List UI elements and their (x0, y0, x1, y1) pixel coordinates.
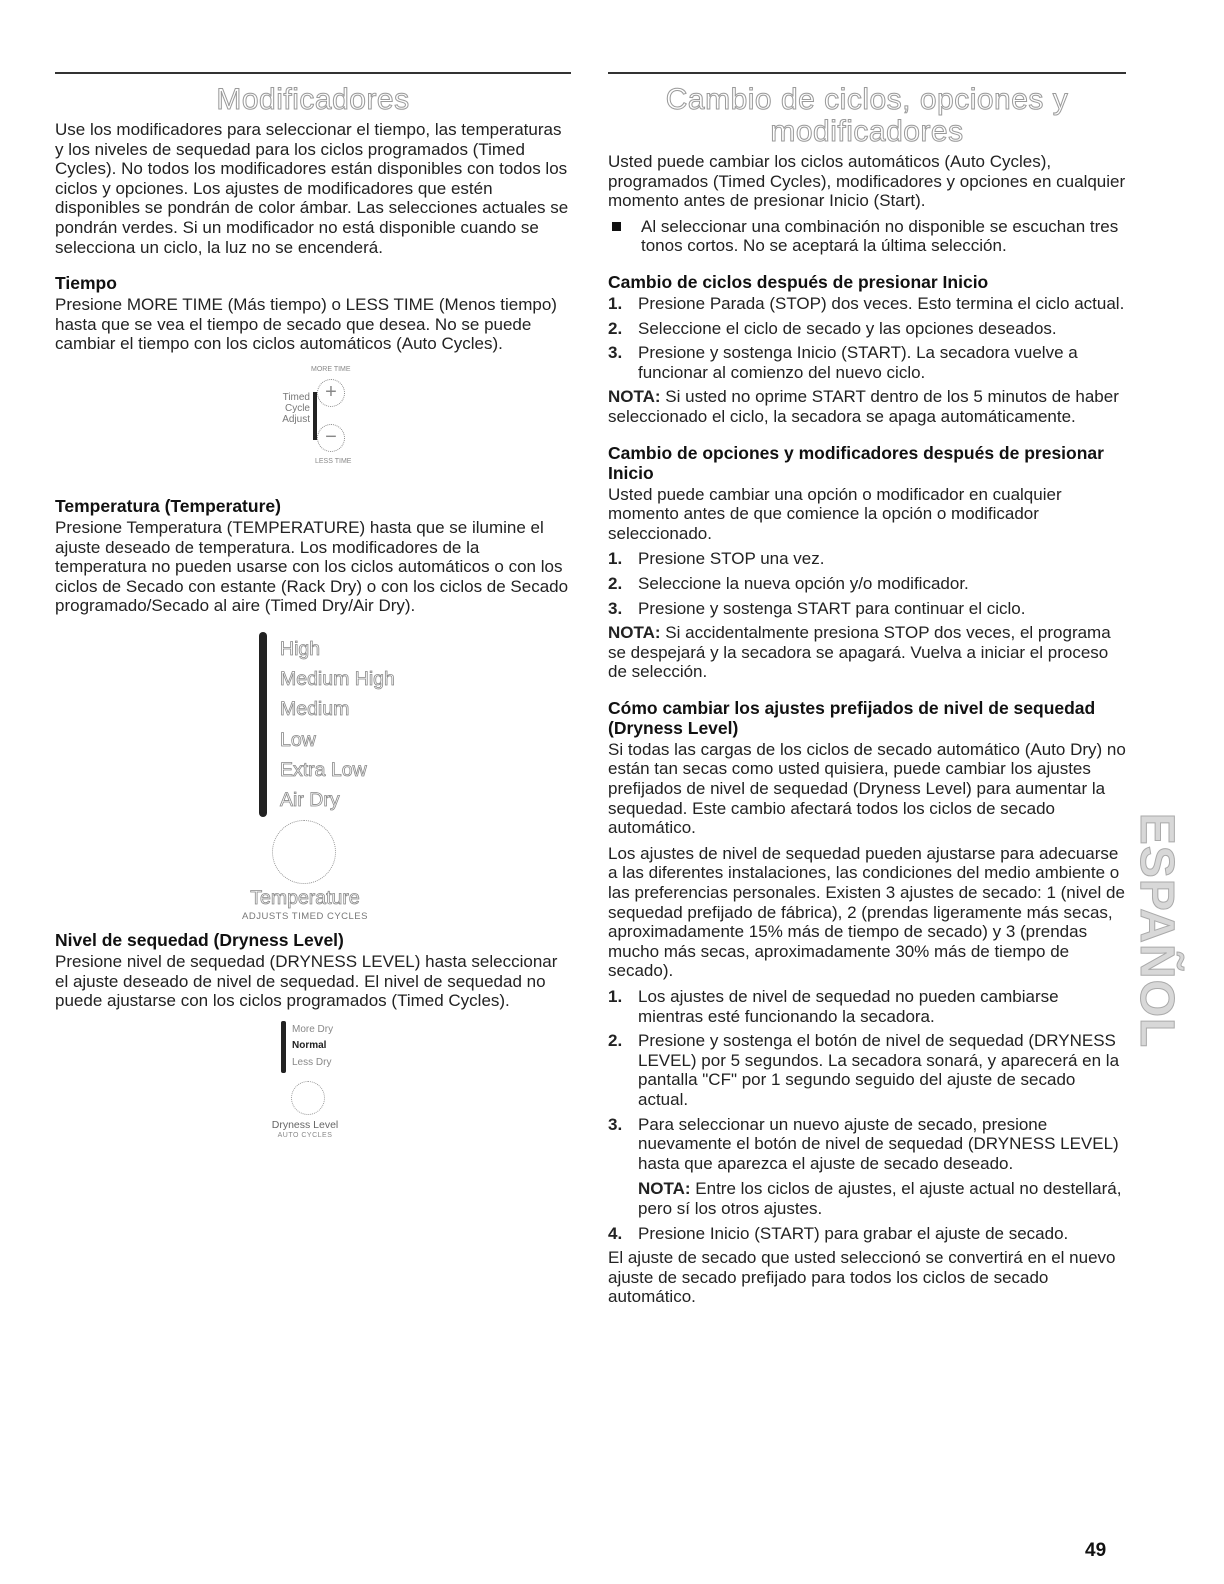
list-item: 2. Seleccione el ciclo de secado y las opciones deseados. (608, 318, 1057, 338)
list-item: 2. Presione y sostenga el botón de nivel de sequedad (DRYNESS LEVEL) por 5 segundos. La secadora sonará, y aparecerá en la pantalla "CF" por 1 segundo seguido del ajuste de secado actual. (608, 1031, 1120, 1109)
temperature-figure (55, 632, 571, 922)
temperature-levels (280, 634, 395, 815)
s2-intro: Usted puede cambiar una opción o modificador en cualquier momento antes de que comience la opción o modificador seleccionado. (608, 484, 1062, 543)
cambio-intro: Usted puede cambiar los ciclos automáticos (Auto Cycles), programados (Timed Cycles), modificadores y opciones en cualquier momento antes de presionar Inicio (Start). (608, 152, 1126, 211)
list-item: 3. Presione y sostenga START para continuar el ciclo. (608, 598, 1026, 618)
s3-p2: Los ajustes de nivel de sequedad pueden ajustarse para adecuarse a las diferentes instalaciones, las condiciones del medio ambiente o las preferencias personales. Existen 3 ajustes de secado: 1 (nivel de sequedad prefijado de fábrica), 2 (prendas ligeramente más secas, aproximadamente 15% más de tiempo de secado) y 3 (prendas mucho más secas, aproximadamente 30% más de tiempo de secado). (608, 843, 1125, 981)
dryness-level-sublabel: AUTO CYCLES (277, 1131, 333, 1139)
temperature-button[interactable] (272, 820, 336, 884)
plus-icon[interactable]: + (317, 379, 345, 407)
s1-nota: NOTA: Si usted no oprime START dentro de los 5 minutos de haber seleccionado el ciclo, la secadora se apaga automáticamente. (608, 387, 1119, 426)
dryness-level: Normal (292, 1040, 327, 1052)
timed-cycle-adjust-label: Timed Cycle Adjust (282, 391, 310, 425)
temperature-indicator-bar (259, 632, 267, 817)
dryness-level-label: Dryness Level (271, 1118, 339, 1131)
timed-adjust-bar (313, 392, 317, 440)
s2-heading: Cambio de opciones y modificadores después de presionar Inicio (608, 442, 1104, 483)
modificadores-intro: Use los modificadores para seleccionar el tiempo, las temperaturas y los niveles de sequedad para los ciclos programados (Timed Cycles). No todos los modificadores están disponibles con todos los ciclos y opciones. Los ajustes de modificadores que estén disponibles se pondrán de color ámbar. Las selecciones actuales se pondrán verdes. Si un modificador no está disponible cuando se selecciona un ciclo, la luz no se encenderá. (55, 120, 569, 257)
bullet-item: Al seleccionar una combinación no disponible se escuchan tres tonos cortos. No se aceptará la última selección. (608, 217, 1126, 256)
dryness-level-button[interactable] (291, 1081, 325, 1115)
temperatura-heading: Temperatura (Temperature) (55, 495, 281, 516)
temperature-level: Medium (280, 698, 350, 721)
list-item: 1. Los ajustes de nivel de sequedad no pueden cambiarse mientras esté funcionando la secadora. (608, 987, 1059, 1026)
temperature-sublabel: ADJUSTS TIMED CYCLES (242, 910, 368, 922)
s2-steps (608, 549, 1126, 618)
right-top-rule (608, 72, 1126, 74)
tiempo-text: Presione MORE TIME (Más tiempo) o LESS TIME (Menos tiempo) hasta que se vea el tiempo de secado que desea. No se puede cambiar el tiempo con los ciclos automáticos (Auto Cycles). (55, 295, 557, 354)
dryness-level-figure (55, 1021, 571, 1171)
s3-steps (608, 987, 1126, 1243)
temperature-level: Medium High (280, 668, 395, 691)
s3-closing: El ajuste de secado que usted seleccionó se convertirá en el nuevo ajuste de secado prefijado para todos los ciclos de secado automático. (608, 1248, 1116, 1307)
tiempo-heading: Tiempo (55, 273, 117, 294)
section-title-cambio: Cambio de ciclos, opciones y modificadores (665, 83, 1069, 148)
s3-p1: Si todas las cargas de los ciclos de secado automático (Auto Dry) no están tan secas como usted quisiera, puede cambiar los ajustes prefijados de nivel de sequedad (Dryness Level) para aumentar la sequedad. Este cambio afectará todos los ciclos de secado automático. (608, 739, 1126, 838)
left-column (55, 72, 571, 1171)
nivel-text: Presione nivel de sequedad (DRYNESS LEVEL) hasta seleccionar el ajuste deseado de nivel de sequedad. El nivel de sequedad no puede ajustarse con los ciclos programados (Timed Cycles). (55, 951, 558, 1011)
timed-cycle-adjust-figure (55, 362, 571, 480)
list-item: 2. Seleccione la nueva opción y/o modificador. (608, 573, 969, 593)
nivel-heading: Nivel de sequedad (Dryness Level) (55, 929, 344, 950)
more-time-label: MORE TIME (311, 365, 351, 373)
right-column (608, 72, 1126, 1313)
step3-nota: NOTA: Entre los ciclos de ajustes, el ajuste actual no destellará, pero sí los otros ajustes. (638, 1179, 1122, 1218)
temperature-label: Temperature (250, 886, 360, 909)
bullet-square-icon (612, 222, 621, 231)
temperature-level: Extra Low (280, 758, 367, 781)
list-item: 1. Presione STOP una vez. (608, 549, 825, 569)
dryness-levels (292, 1022, 333, 1072)
section-title-modificadores: Modificadores (216, 83, 410, 116)
list-item: 3. Presione y sostenga Inicio (START). La secadora vuelve a funcionar al comienzo del nuevo ciclo. (608, 343, 1078, 382)
list-item: 3. Para seleccionar un nuevo ajuste de secado, presione nuevamente el botón de nivel de sequedad (DRYNESS LEVEL) hasta que aparezca el ajuste de secado deseado. NOTA: Entre los ciclos de ajustes, el ajuste actual no destellará, pero sí los otros ajustes. (608, 1115, 1126, 1219)
temperature-level: Low (280, 728, 316, 751)
temperature-level: Air Dry (280, 788, 340, 811)
less-time-label: LESS TIME (315, 457, 352, 465)
s2-nota: NOTA: Si accidentalmente presiona STOP dos veces, el programa se despejará y la secadora se apagará. Vuelva a iniciar el proceso de selección. (608, 623, 1111, 682)
dryness-indicator-bar (281, 1021, 286, 1073)
dryness-level: Less Dry (292, 1056, 332, 1068)
left-top-rule (55, 72, 571, 74)
dryness-level: More Dry (292, 1023, 334, 1035)
s1-heading: Cambio de ciclos después de presionar Inicio (608, 271, 989, 292)
list-item: 4. Presione Inicio (START) para grabar el ajuste de secado. (608, 1223, 1069, 1243)
page-number: 49 (1085, 1540, 1107, 1561)
temperature-level: High (280, 637, 321, 660)
s3-heading: Cómo cambiar los ajustes prefijados de nivel de sequedad (Dryness Level) (608, 697, 1096, 738)
language-side-tab: ESPAÑOL (1130, 812, 1184, 1048)
minus-icon[interactable]: − (317, 424, 345, 452)
s1-steps (608, 294, 1126, 382)
list-item: 1. Presione Parada (STOP) dos veces. Esto termina el ciclo actual. (608, 293, 1125, 313)
temperatura-text: Presione Temperatura (TEMPERATURE) hasta que se ilumine el ajuste deseado de temperatura. Los modificadores de la temperatura no pueden usarse con los ciclos automáticos o con los ciclos de Secado con estante (Rack Dry) o con los ciclos de Secado programado/Secado al aire (Timed Dry/Air Dry). (55, 517, 569, 616)
